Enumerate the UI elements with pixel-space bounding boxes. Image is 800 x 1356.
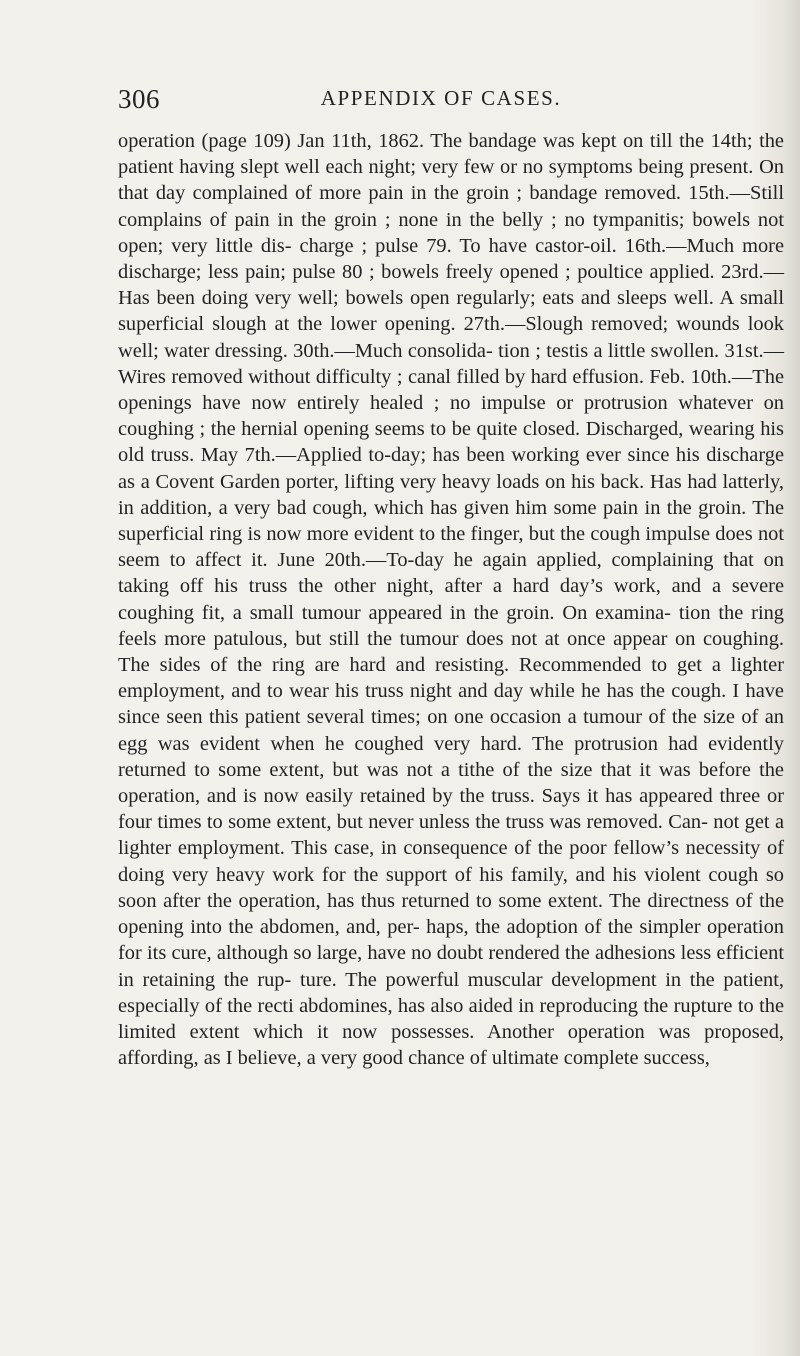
running-head: APPENDIX OF CASES. [320,86,562,110]
body-text [118,128,784,1071]
case-paragraph: operation (page 109) Jan 11th, 1862. The bandage was kept on till the 14th; the patient having slept well each night; very few or no symptoms being present. On that day complained of more pain in the groin ; bandage removed. 15th.—Still complains of pain in the groin ; none in the belly ; no tympanitis; bowels not open; very little dis- charge ; pulse 79. To have castor-oil. 16th.—Much more discharge; less pain; pulse 80 ; bowels freely opened ; poultice applied. 23rd.— Has been doing very well; bowels open regularly; eats and sleeps well. A small superficial slough at the lower opening. 27th.—Slough removed; wounds look well; water dressing. 30th.—Much consolida- tion ; testis a little swollen. 31st.—Wires removed without difficulty ; canal filled by hard effusion. Feb. 10th.—The openings have now entirely healed ; no impulse or protrusion whatever on coughing ; the hernial opening seems to be quite closed. Discharged, wearing his old truss. May 7th.—Applied to-day; has been working ever since his discharge as a Covent Garden porter, lifting very heavy loads on his back. Has had latterly, in addition, a very bad cough, which has given him some pain in the groin. The superficial ring is now more evident to the finger, but the cough impulse does not seem to affect it. June 20th.—To-day he again applied, complaining that on taking off his truss the other night, after a hard day’s work, and a severe coughing fit, a small tumour appeared in the groin. On examina- tion the ring feels more patulous, but still the tumour does not at once appear on coughing. The sides of the ring are hard and resisting. Recommended to get a lighter employment, and to wear his truss night and day while he has the cough. I have since seen this patient several times; on one occasion a tumour of the size of an egg was evident when he coughed very hard. The protrusion had evidently returned to some extent, but was not a tithe of the size that it was before the operation, and is now easily retained by the truss. Says it has appeared three or four times to some extent, but never unless the truss was removed. Can- not get a lighter employment. This case, in consequence of the poor fellow’s necessity of doing very heavy work for the support of his family, and his violent cough so soon after the operation, has thus returned to some extent. The directness of the opening into the abdomen, and, per- haps, the adoption of the simpler operation for its cure, although so large, have no doubt rendered the adhesions less efficient in retaining the rup- ture. The powerful muscular development in the patient, especially of the recti abdomines, has also aided in reproducing the rupture to the limited extent which it now possesses. Another operation was proposed, affording, as I believe, a very good chance of ultimate complete success, [118,130,784,1070]
page-number: 306 [118,84,160,114]
page-header [118,84,728,120]
